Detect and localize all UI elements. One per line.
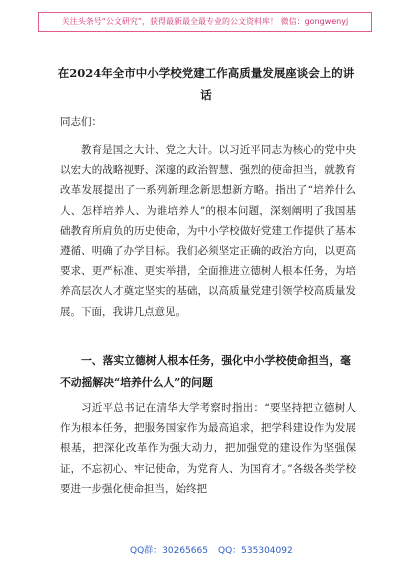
footer bbox=[0, 543, 408, 557]
salutation: 同志们： bbox=[60, 116, 102, 128]
section-heading-1: 一、落实立德树人根本任务，强化中小学校使命担当，毫不动摇解决“培养什么人”的问题 bbox=[60, 354, 351, 389]
body-paragraph-2: 习近平总书记在清华大学考察时指出：“要坚持把立德树人作为根本任务，把服务国家作为最高追求，把学科建设作为发展根基，把深化改革作为强大动力，把加强党的建设作为坚强保证，不忘初心、牢记使命，为党育人、为国育才。”各级各类学校要进一步强化使命担当，始终把 bbox=[60, 402, 356, 495]
footer-qq-group: QQ群：30265665 bbox=[130, 546, 208, 556]
footer-qq-number: QQ：535304092 bbox=[218, 546, 293, 556]
body-paragraph-1: 教育是国之大计、党之大计。以习近平同志为核心的党中央以宏大的战略视野、深邃的政治智慧、强烈的使命担当，就教育改革发展提出了一系列新理念新思想新方略。指出了“培养什么人、怎样培养人、为谁培养人”的根本问题，深刻阐明了我国基础教育所肩负的历史使命，为中小学校做好党建工作提供了基本遵循、明确了办学目标。我们必须坚定正确的政治方向，以更高要求、更严标准、更实举措，全面推进立德树人根本任务，为培养高层次人才奠定坚实的基础，以高质量党建引领学校高质量发展。下面，我讲几点意见。 bbox=[60, 144, 356, 318]
document-title: 在2024年全市中小学校党建工作高质量发展座谈会上的讲话 bbox=[57, 66, 355, 102]
top-banner: 关注头条号“公文研究”，获得最新最全最专业的公文资料库！ 微信：gongwenyj bbox=[38, 12, 372, 32]
